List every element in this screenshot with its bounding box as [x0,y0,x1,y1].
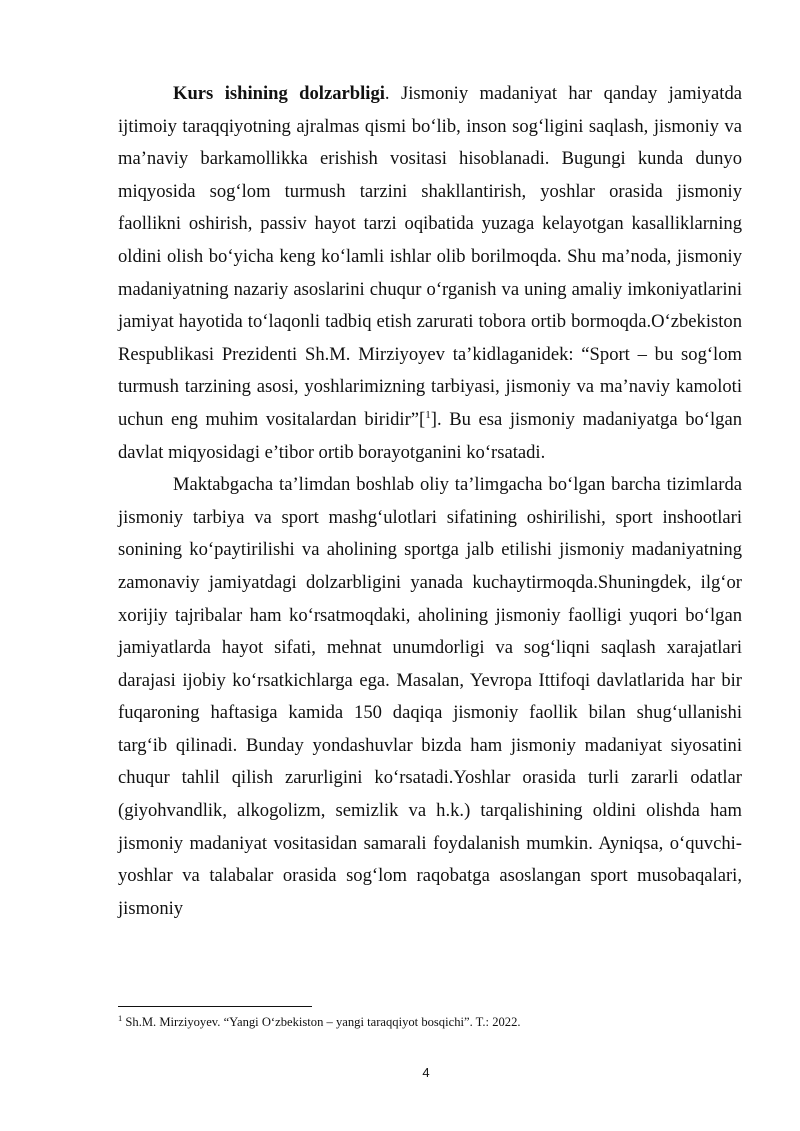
page-number: 4 [422,1065,430,1080]
footnote-reference[interactable]: 1 [425,408,431,421]
footnote-text: Sh.M. Mirziyoyev. “Yangi O‘zbekiston – yangi taraqqiyot bosqichi”. T.: 2022. [122,1015,521,1029]
footnote-number: 1 [118,1012,123,1023]
paragraph-text: ]. Bu esa jismoniy madaniyatga bo‘lgan davlat miqyosidagi e’tibor ortib borayotganini ko‘rsatadi. [118,408,743,463]
footnote-separator [118,1006,312,1007]
paragraph-relevance [118,78,742,469]
footnote [118,1014,742,1030]
section-title: Kurs ishining dolzarbligi [173,83,385,104]
body-text [118,78,742,925]
paragraph-education: Maktabgacha ta’limdan boshlab oliy ta’limgacha bo‘lgan barcha tizimlarda jismoniy tarbiya va sport mashg‘ulotlari sifatining oshirilishi, sport inshootlari sonining ko‘paytirilishi va aholining sportga jalb etilishi jismoniy madaniyatning zamonaviy jamiyatdagi dolzarbligini yanada kuchaytirmoqda.Shuningdek, ilg‘or xorijiy tajribalar ham ko‘rsatmoqdaki, aholining jismoniy faolligi yuqori bo‘lgan jamiyatlarda hayot sifati, mehnat unumdorligi va sog‘liqni saqlash xarajatlari darajasi ijobiy ko‘rsatkichlarga ega. Masalan, Yevropa Ittifoqi davlatlarida har bir fuqaroning haftasiga kamida 150 daqiqa jismoniy faollik bilan shug‘ullanishi targ‘ib qilinadi. Bunday yondashuvlar bizda ham jismoniy madaniyat siyosatini chuqur tahlil qilish zarurligini ko‘rsatadi.Yoshlar orasida turli zararli odatlar (giyohvandlik, alkogolizm, semizlik va h.k.) tarqalishining oldini olishda ham jismoniy madaniyat vositasidan samarali foydalanish mumkin. Ayniqsa, o‘quvchi-yoshlar va talabalar orasida sog‘lom raqobatga asoslangan sport musobaqalari, jismoniy [118,474,742,919]
paragraph-text: . Jismoniy madaniyat har qanday jamiyatda ijtimoiy taraqqiyotning ajralmas qismi bo‘lib, inson sog‘ligini saqlash, jismoniy va ma’naviy barkamollikka erishish vositasi hisoblanadi. Bugungi kunda dunyo miqyosida sog‘lom turmush tarzini shakllantirish, yoshlar orasida jismoniy faollikni oshirish, passiv hayot tarzi oqibatida yuzaga kelayotgan kasalliklarning oldini olish bo‘yicha keng ko‘lamli ishlar olib borilmoqda. Shu ma’noda, jismoniy madaniyatning nazariy asoslarini chuqur o‘rganish va uning amaliy imkoniyatlarini jamiyat hayotida to‘laqonli tadbiq etish zarurati tobora ortib bormoqda.O‘zbekiston Respublikasi Prezidenti Sh.M. Mirziyoyev ta’kidlaganidek: “Sport – bu sog‘lom turmush tarzining asosi, yoshlarimizning tarbiyasi, jismoniy va ma’naviy kamoloti uchun eng muhim vositalardan biridir”[ [118,83,742,430]
